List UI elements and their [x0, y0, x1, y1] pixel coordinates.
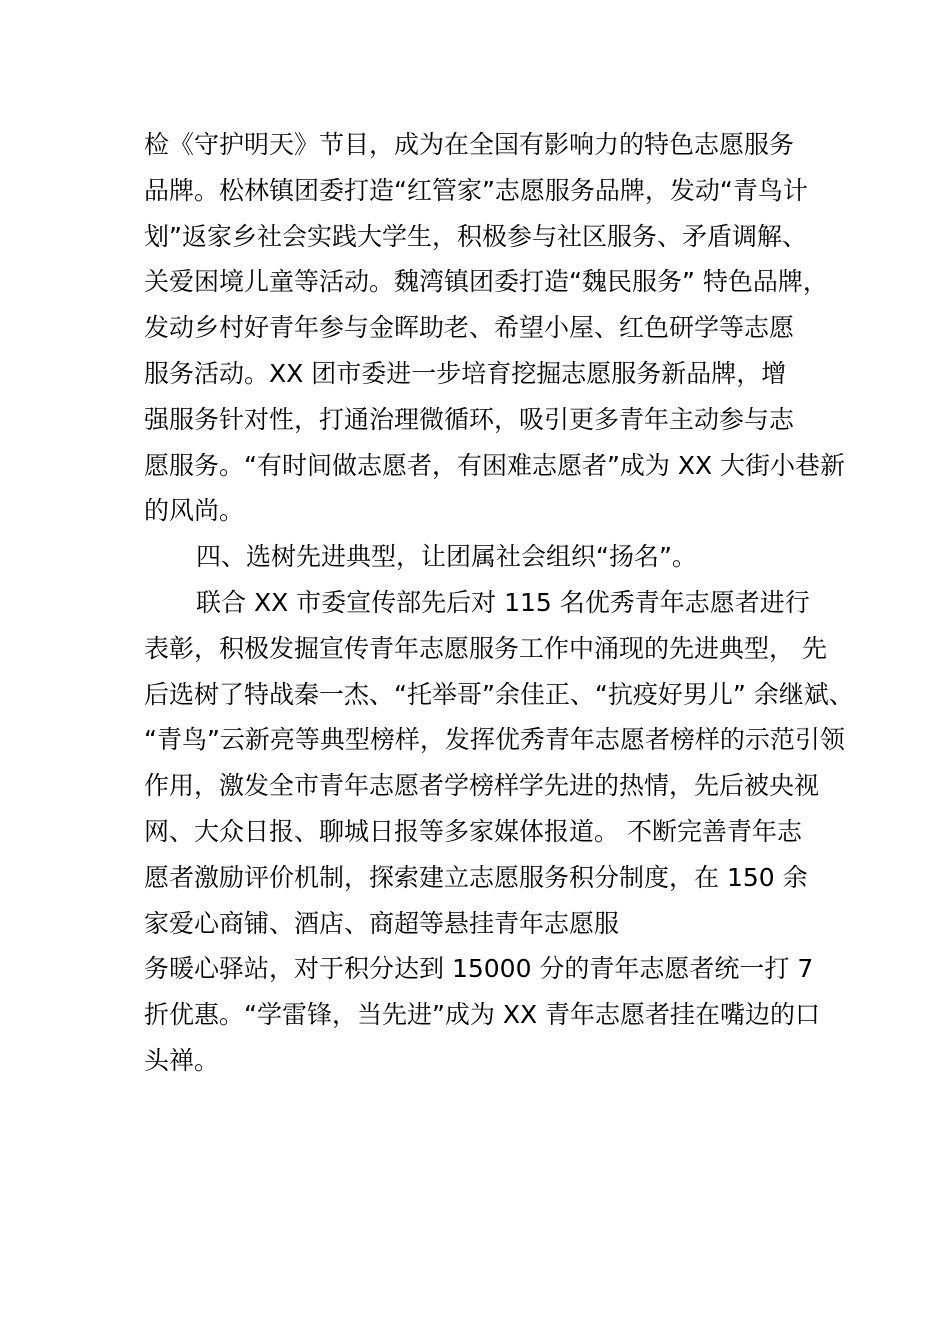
text-line: 强服务针对性，打通治理微循环，吸引更多青年主动参与志 — [144, 404, 795, 434]
text-line: 划”返家乡社会实践大学生，积极参与社区服务、矛盾调解、 — [144, 221, 807, 251]
section-heading: 四、选树先进典型，让团属社会组织“扬名”。 — [196, 542, 697, 572]
text-line: 务暖心驿站，对于积分达到 15000 分的青年志愿者统一打 7 — [144, 954, 814, 984]
text-line: 家爱心商铺、酒店、商超等悬挂青年志愿服 — [144, 908, 620, 938]
text-line: 愿服务。“有时间做志愿者，有困难志愿者”成为 XX 大街小巷新 — [144, 450, 846, 480]
text-line: 服务活动。XX 团市委进一步培育挖掘志愿服务新品牌，增 — [144, 358, 787, 388]
text-line: “青鸟”云新亮等典型榜样，发挥优秀青年志愿者榜样的示范引领 — [144, 725, 845, 755]
text-line: 检《守护明天》节目，成为在全国有影响力的特色志愿服务 — [144, 130, 795, 159]
text-line: 折优惠。“学雷锋，当先进”成为 XX 青年志愿者挂在嘴边的口 — [144, 1000, 821, 1030]
text-line: 后选树了特战秦一杰、“托举哥”余佳正、“抗疫好男儿” 余继斌、 — [144, 679, 854, 709]
text-line: 头禅。 — [144, 1045, 220, 1075]
text-line: 愿者激励评价机制，探索建立志愿服务积分制度，在 150 余 — [144, 862, 808, 892]
text-line: 关爱困境儿童等活动。魏湾镇团委打造“魏民服务” 特色品牌， — [144, 267, 828, 297]
text-line: 品牌。松林镇团委打造“红管家”志愿服务品牌，发动“青鸟计 — [144, 175, 808, 205]
text-line: 表彰，积极发掘宣传青年志愿服务工作中涌现的先进典型， 先 — [144, 633, 827, 663]
text-line: 发动乡村好青年参与金晖助老、希望小屋、红色研学等志愿 — [144, 313, 795, 343]
text-line: 作用，激发全市青年志愿者学榜样学先进的热情，先后被央视 — [144, 771, 820, 801]
text-line: 网、大众日报、聊城日报等多家媒体报道。 不断完善青年志 — [144, 816, 802, 846]
body-text — [144, 122, 854, 1084]
text-line: 的风尚。 — [144, 496, 245, 526]
text-line: 联合 XX 市委宣传部先后对 115 名优秀青年志愿者进行 — [196, 587, 810, 617]
